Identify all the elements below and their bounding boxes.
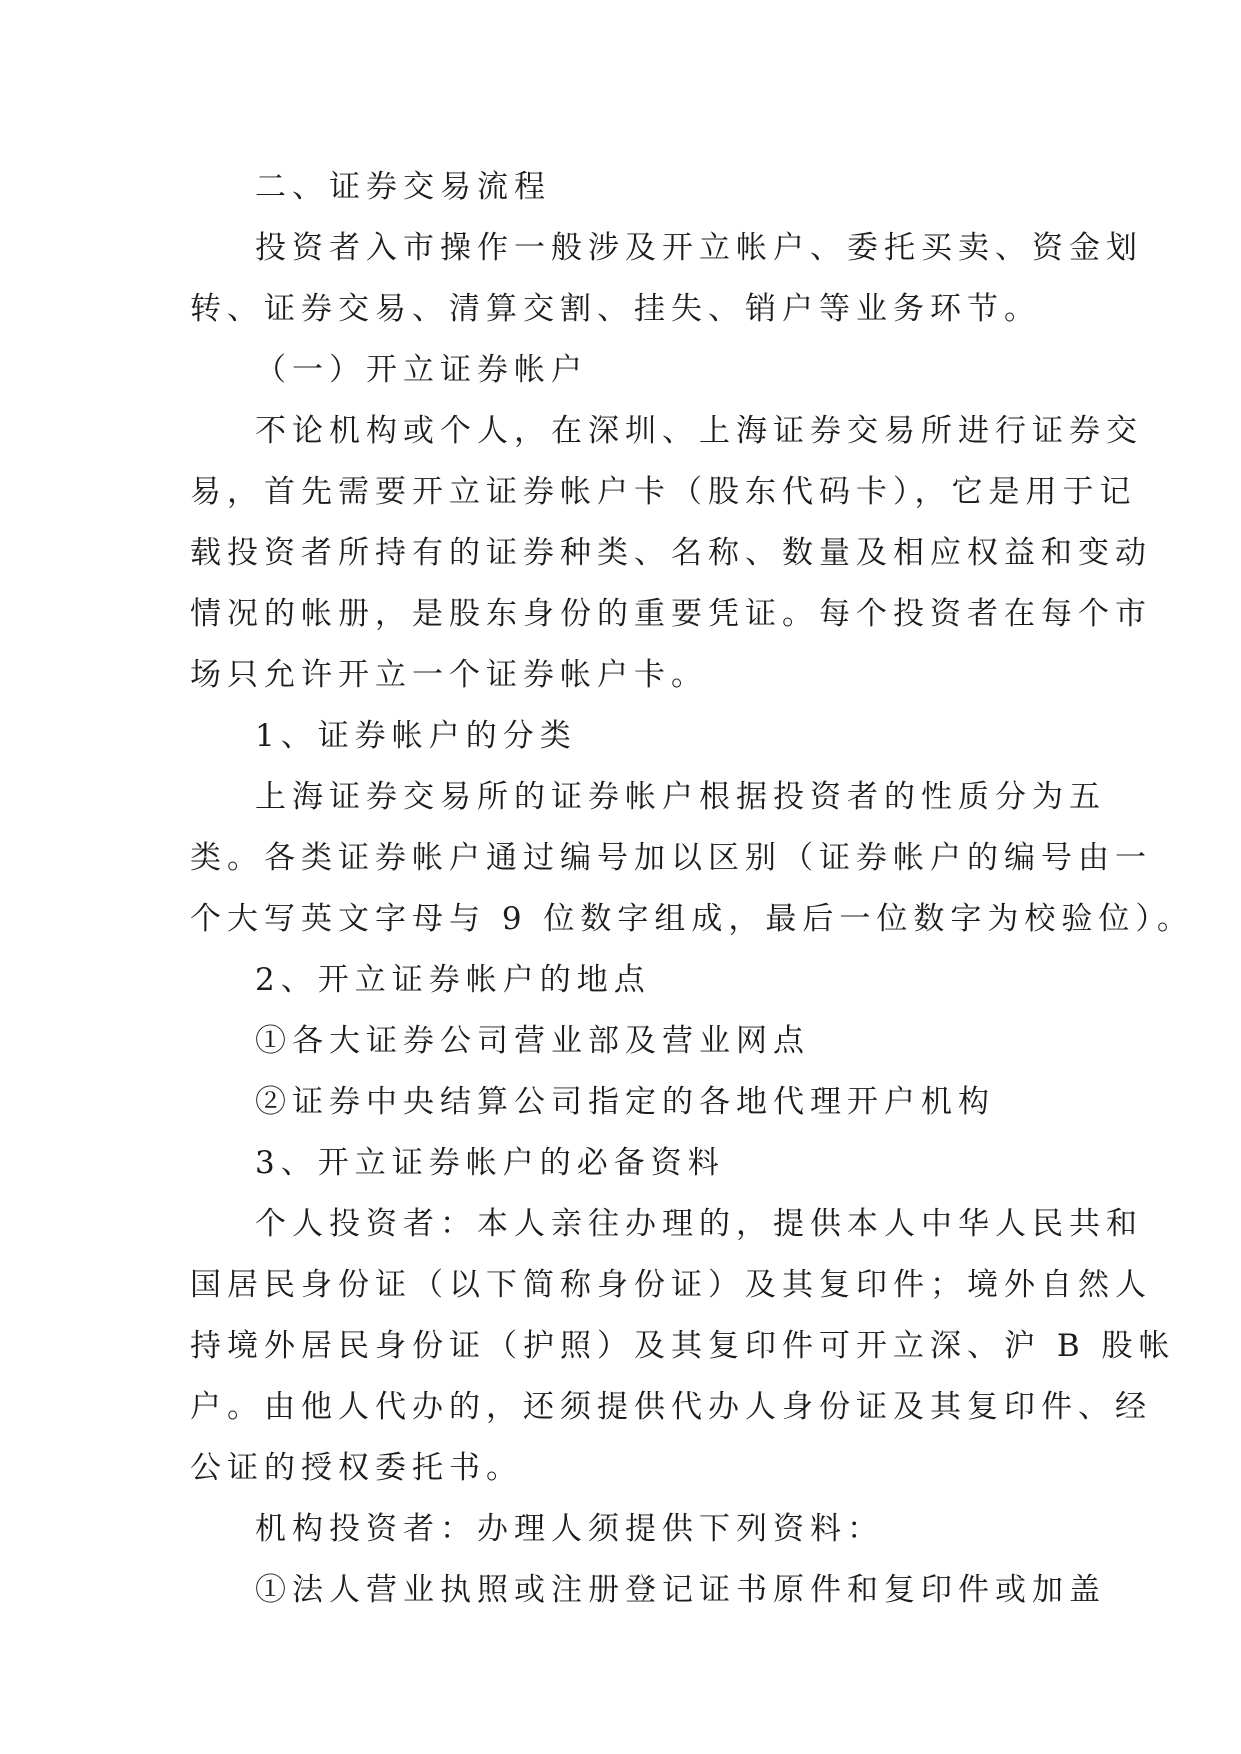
paragraph-line: 情况的帐册，是股东身份的重要凭证。每个投资者在每个市 [190, 596, 1152, 632]
paragraph-line: 场只允许开立一个证券帐户卡。 [190, 657, 708, 693]
paragraph-line: 转、证券交易、清算交割、挂失、销户等业务环节。 [190, 291, 1041, 327]
paragraph-line: 国居民身份证（以下简称身份证）及其复印件；境外自然人 [190, 1267, 1152, 1303]
subsection-heading: （一）开立证券帐户 [255, 352, 588, 388]
paragraph-line: 公证的授权委托书。 [190, 1450, 523, 1486]
paragraph-line: 户。由他人代办的，还须提供代办人身份证及其复印件、经 [190, 1389, 1152, 1425]
paragraph-line: 机构投资者：办理人须提供下列资料： [255, 1511, 884, 1547]
list-item: ①各大证券公司营业部及营业网点 [255, 1023, 810, 1059]
list-item: ②证券中央结算公司指定的各地代理开户机构 [255, 1084, 995, 1120]
paragraph-line: 投资者入市操作一般涉及开立帐户、委托买卖、资金划 [255, 230, 1143, 266]
section-heading: 二、证券交易流程 [255, 169, 551, 205]
item-heading: 1、证券帐户的分类 [255, 718, 577, 754]
paragraph-line: 易，首先需要开立证券帐户卡（股东代码卡），它是用于记 [190, 474, 1137, 510]
paragraph-line: 不论机构或个人，在深圳、上海证券交易所进行证券交 [255, 413, 1143, 449]
paragraph-line: 类。各类证券帐户通过编号加以区别（证券帐户的编号由一 [190, 840, 1152, 876]
list-item: ①法人营业执照或注册登记证书原件和复印件或加盖 [255, 1572, 1106, 1608]
item-heading: 3、开立证券帐户的必备资料 [255, 1145, 725, 1181]
paragraph-line: 个大写英文字母与 9 位数字组成，最后一位数字为校验位）。 [190, 901, 1194, 937]
paragraph-line: 持境外居民身份证（护照）及其复印件可开立深、沪 B 股帐 [190, 1328, 1176, 1364]
paragraph-line: 上海证券交易所的证券帐户根据投资者的性质分为五 [255, 779, 1106, 815]
paragraph-line: 载投资者所持有的证券种类、名称、数量及相应权益和变动 [190, 535, 1152, 571]
item-heading: 2、开立证券帐户的地点 [255, 962, 651, 998]
paragraph-line: 个人投资者：本人亲往办理的，提供本人中华人民共和 [255, 1206, 1143, 1242]
